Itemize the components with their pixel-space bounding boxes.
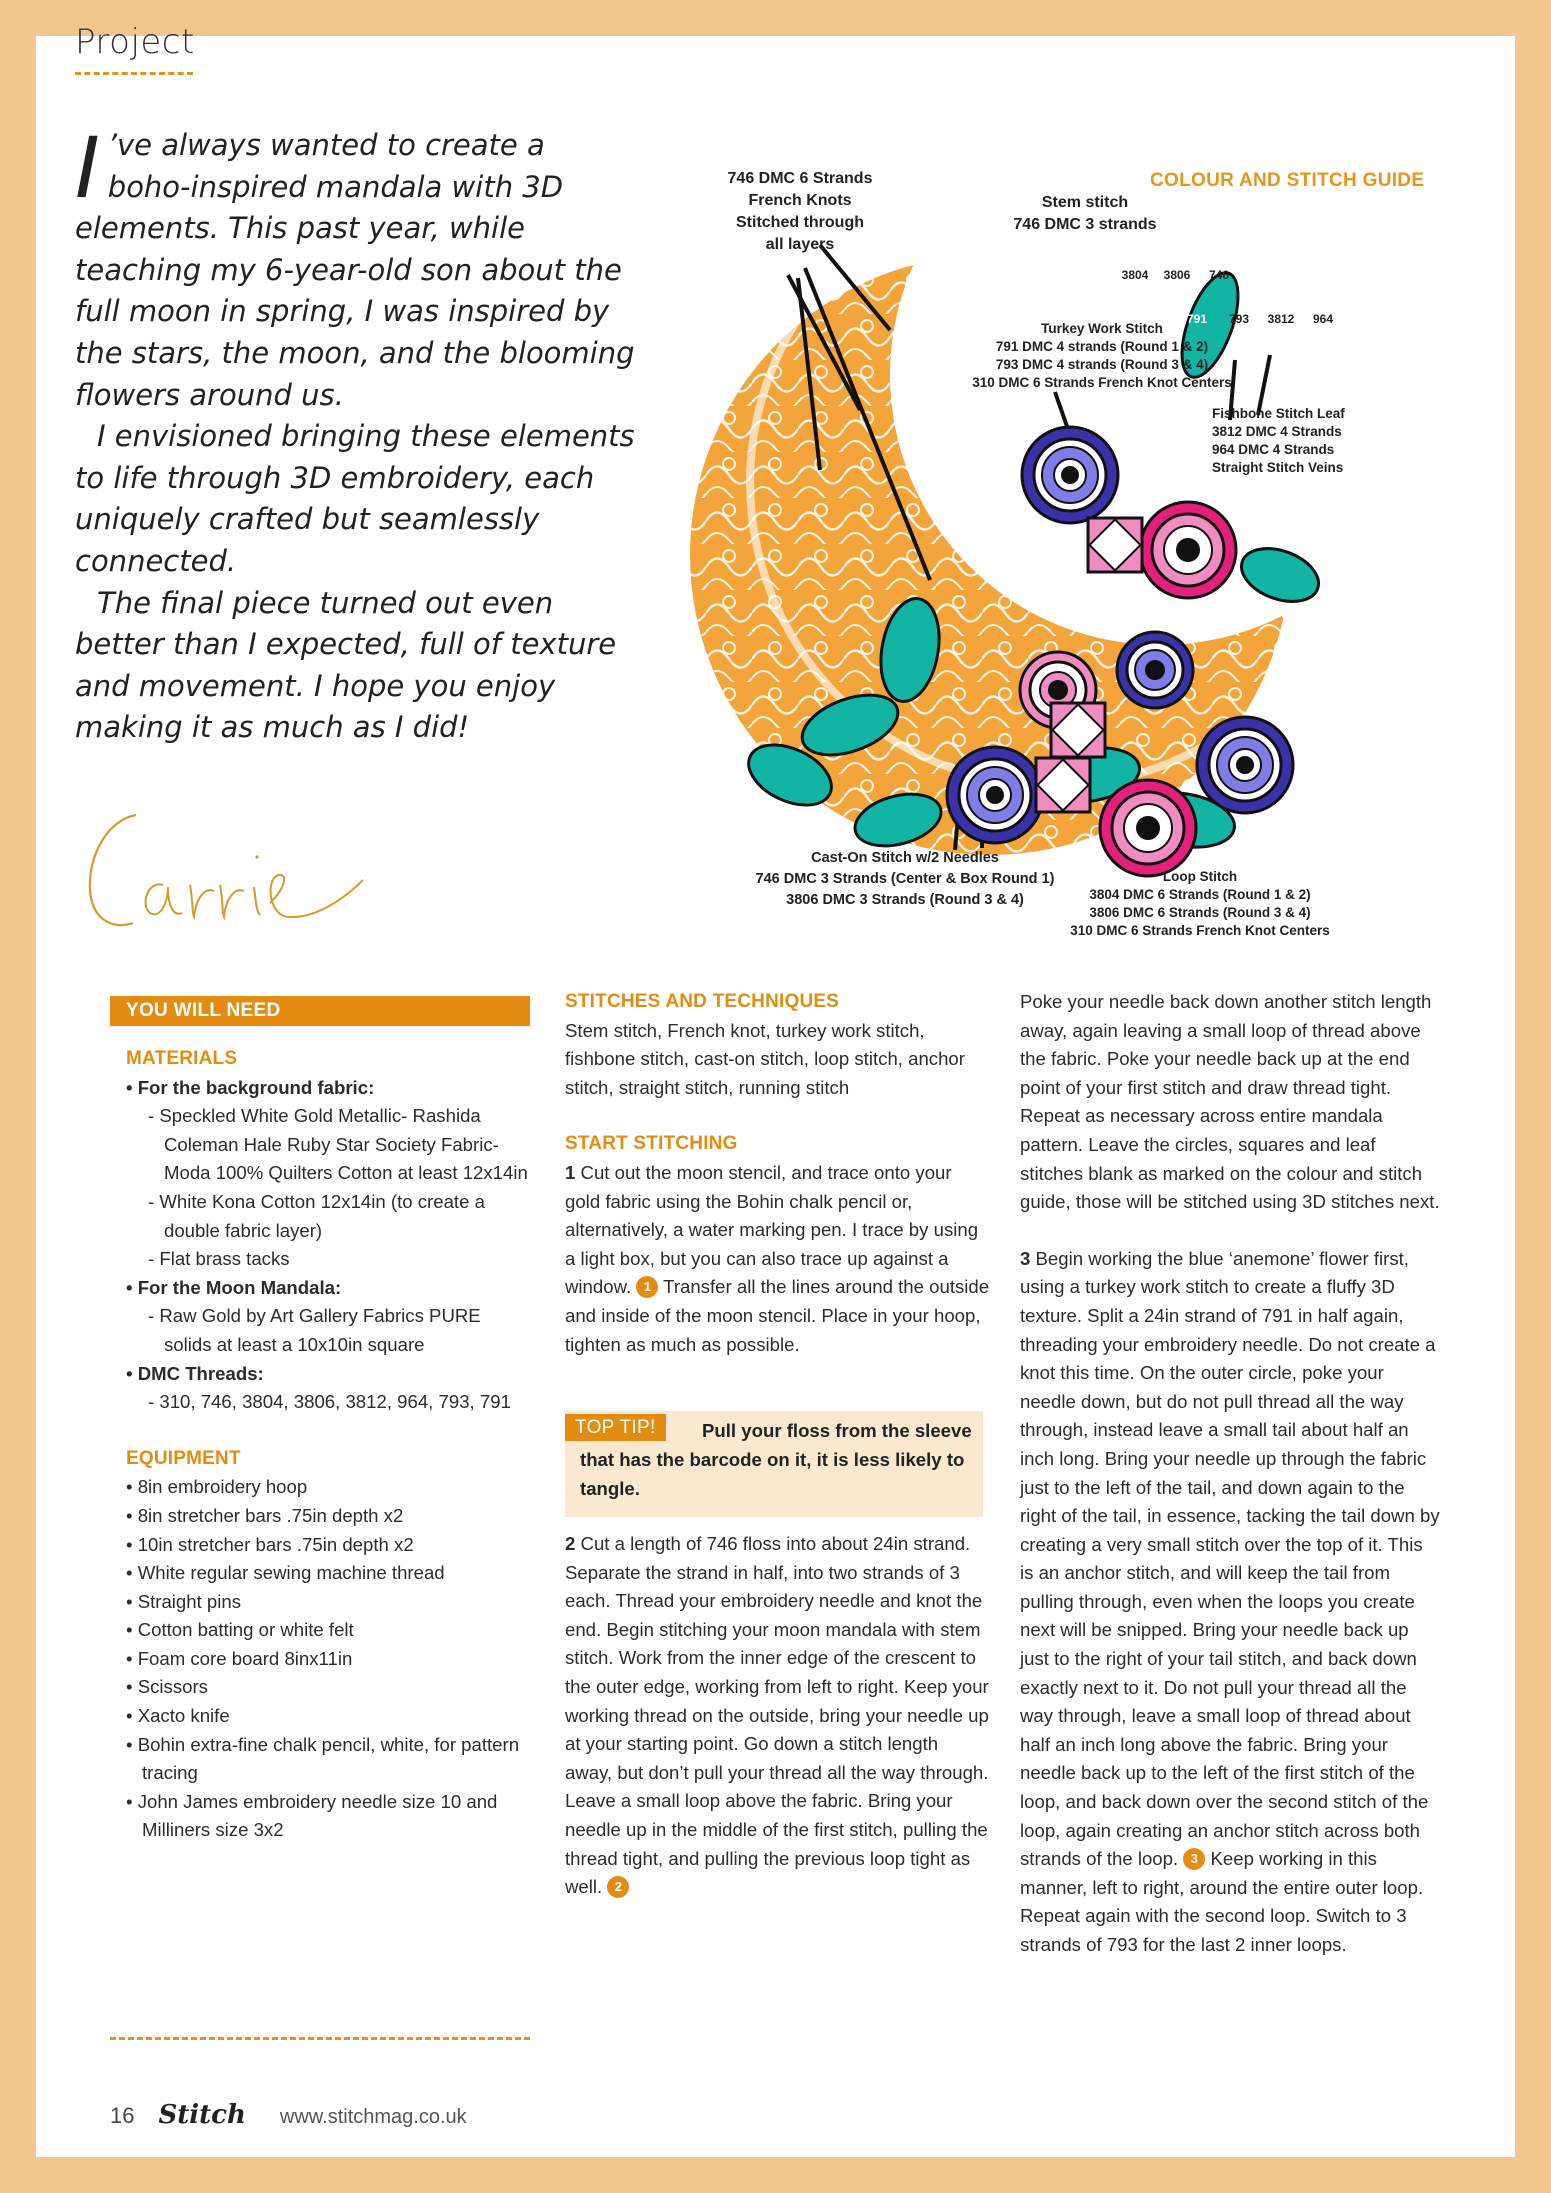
materials-column	[110, 1045, 530, 1845]
list-item: • Straight pins	[126, 1590, 242, 1612]
step-1: 1 Cut out the moon stencil, and trace onto your gold fabric using the Bohin chalk pencil or, alternatively, a water marking pen. I trace by using a light box, but you can also trace up against a window. 1 Transfer all the lines around the outside and inside of the moon stencil. Place in your hoop, tighten as much as possible.	[565, 1161, 990, 1355]
swatch	[1306, 302, 1340, 336]
swatch	[1244, 258, 1278, 292]
list-item: • Bohin extra-fine chalk pencil, white, for pattern tracing	[126, 1733, 520, 1784]
stitches-title: STITCHES AND TECHNIQUES	[565, 991, 840, 1012]
stitches-column	[565, 988, 990, 1359]
step-2: 2 Cut a length of 746 floss into about 24in strand. Separate the strand in half, into two strands of 3 each. Thread your embroidery needle and knot the end. Begin stitching your moon mandala with stem stitch. Work from the inner edge of the crescent to the outer edge, working from left to right. Keep your working thread on the outside, bring your needle up at your starting point. Go down a stitch length away, but don’t pull your thread all the way through. Leave a small loop above the fabric. Bring your needle up in the middle of the first stitch, pulling the thread tight, and pulling the previous loop tight as well. 2	[565, 1533, 989, 1898]
list-item: • DMC Threads:	[126, 1362, 264, 1384]
swatch-code: 793	[1228, 312, 1250, 326]
materials-title: MATERIALS	[126, 1048, 238, 1069]
swatch-code: 746	[1208, 268, 1230, 282]
materials-list	[110, 1074, 530, 1417]
swatch	[1264, 302, 1298, 336]
step-marker: 1	[636, 1276, 658, 1298]
list-item: • Cotton batting or white felt	[126, 1619, 354, 1641]
page-number: 16	[110, 2103, 135, 2128]
list-item: - Flat brass tacks	[148, 1248, 290, 1270]
list-item: - Raw Gold by Art Gallery Fabrics PURE solids at least a 10x10in square	[148, 1305, 481, 1355]
column-divider	[110, 2037, 530, 2040]
list-item: • White regular sewing machine thread	[126, 1562, 445, 1584]
list-item: • For the background fabric:	[126, 1076, 375, 1098]
footer-url: www.stitchmag.co.uk	[279, 2106, 467, 2128]
start-title: START STITCHING	[565, 1133, 738, 1155]
brand-logo: Stitch	[158, 2100, 246, 2130]
swatch-code: 310	[1250, 268, 1272, 282]
you-will-need-title: YOU WILL NEED	[126, 1000, 281, 1021]
list-item: • 10in stretcher bars .75in depth x2	[126, 1533, 414, 1555]
list-item: - White Kona Cotton 12x14in (to create a double fabric layer)	[148, 1190, 485, 1241]
swatch-code: 791	[1186, 312, 1208, 326]
tip-tag: TOP TIP!	[565, 1414, 666, 1441]
list-item: • Foam core board 8inx11in	[126, 1647, 353, 1669]
label-french-knots: 746 DMC 6 Strands French Knots Stitched through all layers	[727, 170, 873, 253]
label-fishbone: Fishbone Stitch Leaf 3812 DMC 4 Strands 964 DMC 4 Strands Straight Stitch Veins	[1212, 406, 1345, 475]
step-2-continued: Poke your needle back down another stitch length away, again leaving a small loop of thread above the fabric. Poke your needle back up at the end point of your first stitch and draw thread tight. Repeat as necessary across entire mandala pattern. Leave the circles, squares and leaf stitches blank as marked on the colour and stitch guide, those will be stitched using 3D stitches next. 3 Begin working the blue ‘anemone’ flower first, using a turkey work stitch to create a fluffy 3D texture. Split a 24in strand of 791 in half again, threading your embroidery needle. Do not create a knot this time. On the outer circle, poke your needle down, but do not pull thread all the way through, instead leave a small tail about half an inch long. Bring your needle up through the fabric just to the left of the tail, and down again to the right of the tail, in essence, tacking the tail down by creating a very small stitch over the top of it. This is an anchor stitch, and will keep the tail from pulling through, even when the loops you create next will be snipped. Bring your needle back up just to the right of your tail stitch, and back down exactly next to it. Do not pull your thread all the way through, leave a small loop of thread about half an inch long above the fabric. Bring your needle back up to the left of the first stitch of the loop, and back down over the second stitch of the loop, again creating an anchor stitch across both strands of the loop. 3 Keep working in this manner, left to right, around the entire outer loop. Repeat again with the second loop. Switch to 3 strands of 793 for the last 2 inner loops.	[1020, 988, 1440, 1960]
equipment-list	[110, 1473, 530, 1845]
step-3: 3 Begin working the blue ‘anemone’ flower first, using a turkey work stitch to create a fluffy 3D texture. Split a 24in strand of 791 in half again, threading your embroidery needle. Do not create a knot this time. On the outer circle, poke your needle down, but do not pull thread all the way through, instead leave a small tail about half an inch long. Bring your needle up through the fabric just to the left of the tail, and down again to the right of the tail, in essence, tacking the tail down by creating a very small stitch over the top of it. This is an anchor stitch, and will keep the tail from pulling through, even when the loops you create next will be snipped. Bring your needle back up just to the right of your tail stitch, and back down exactly next to it. Do not pull your thread all the way through, leave a small loop of thread about half an inch long above the fabric. Bring your needle back up to the left of the first stitch of the loop, and back down over the second stitch of the loop, again creating an anchor stitch across both strands of the loop. 3 Keep working in this manner, left to right, around the entire outer loop. Repeat again with the second loop. Switch to 3 strands of 793 for the last 2 inner loops.	[1020, 1247, 1440, 1955]
label-turkey-work: Turkey Work Stitch 791 DMC 4 strands (Round 1 & 2) 793 DMC 4 strands (Round 3 & 4) 310 DMC 6 Strands French Knot Centers	[972, 321, 1232, 390]
guide-title: COLOUR AND STITCH GUIDE	[1150, 170, 1425, 191]
signature-image	[78, 795, 408, 945]
equipment-title: EQUIPMENT	[126, 1447, 241, 1469]
list-item: • Scissors	[126, 1676, 208, 1698]
intro	[75, 119, 635, 749]
intro-paragraph-3: The final piece turned out even better than I expected, full of texture and movement. I hope you enjoy making it as much as I did!	[75, 585, 617, 745]
drop-cap: I	[75, 119, 100, 217]
list-item: - 310, 746, 3804, 3806, 3812, 964, 793, 791	[148, 1391, 511, 1413]
list-item: - Speckled White Gold Metallic- Rashida Coleman Hale Ruby Star Society Fabric- Moda 100% Quilters Cotton at least 12x14in	[148, 1105, 528, 1184]
list-item: • John James embroidery needle size 10 and Milliners size 3x2	[126, 1790, 498, 1841]
intro-paragraph-2: I envisioned bringing these elements to life through 3D embroidery, each uniquely crafted but seamlessly connected.	[75, 419, 635, 578]
footer	[110, 2100, 467, 2130]
label-cast-on: Cast-On Stitch w/2 Needles 746 DMC 3 Strands (Center & Box Round 1) 3806 DMC 3 Strands (Round 3 & 4)	[755, 850, 1055, 908]
list-item: • For the Moon Mandala:	[126, 1276, 342, 1298]
swatch-code: 3804	[1121, 268, 1149, 282]
signature	[78, 795, 408, 950]
list-item: • 8in embroidery hoop	[126, 1476, 308, 1498]
swatch-code: 964	[1312, 312, 1334, 326]
swatch	[1118, 258, 1152, 292]
intro-paragraph-1	[75, 119, 635, 416]
swatch-code: 3806	[1163, 268, 1191, 282]
swatch	[1160, 258, 1194, 292]
swatch	[1202, 258, 1236, 292]
section-divider	[75, 72, 193, 75]
list-item: • Xacto knife	[126, 1705, 230, 1727]
tip-text: Pull your floss from the sleeve that has the barcode on it, it is less likely to tangle.	[580, 1420, 972, 1499]
label-stem-stitch: Stem stitch 746 DMC 3 strands	[1013, 194, 1157, 233]
step-marker: 3	[1183, 1848, 1205, 1870]
step-marker: 2	[607, 1876, 629, 1898]
section-label: Project	[75, 22, 195, 62]
list-item: • 8in stretcher bars .75in depth x2	[126, 1504, 404, 1526]
swatch-code: 3812	[1267, 312, 1295, 326]
label-loop-stitch: Loop Stitch 3804 DMC 6 Strands (Round 1 & 2) 3806 DMC 6 Strands (Round 3 & 4) 310 DMC 6 Strands French Knot Centers	[1070, 869, 1330, 938]
intro-text-1: ’ve always wanted to create a boho-inspired mandala with 3D elements. This past year, while teaching my 6-year-old son about the full moon in spring, I was inspired by the stars, the moon, and the blooming flowers around us.	[75, 128, 635, 412]
stitches-text: Stem stitch, French knot, turkey work stitch, fishbone stitch, cast-on stitch, loop stitch, anchor stitch, straight stitch, running stitch	[565, 1019, 965, 1098]
